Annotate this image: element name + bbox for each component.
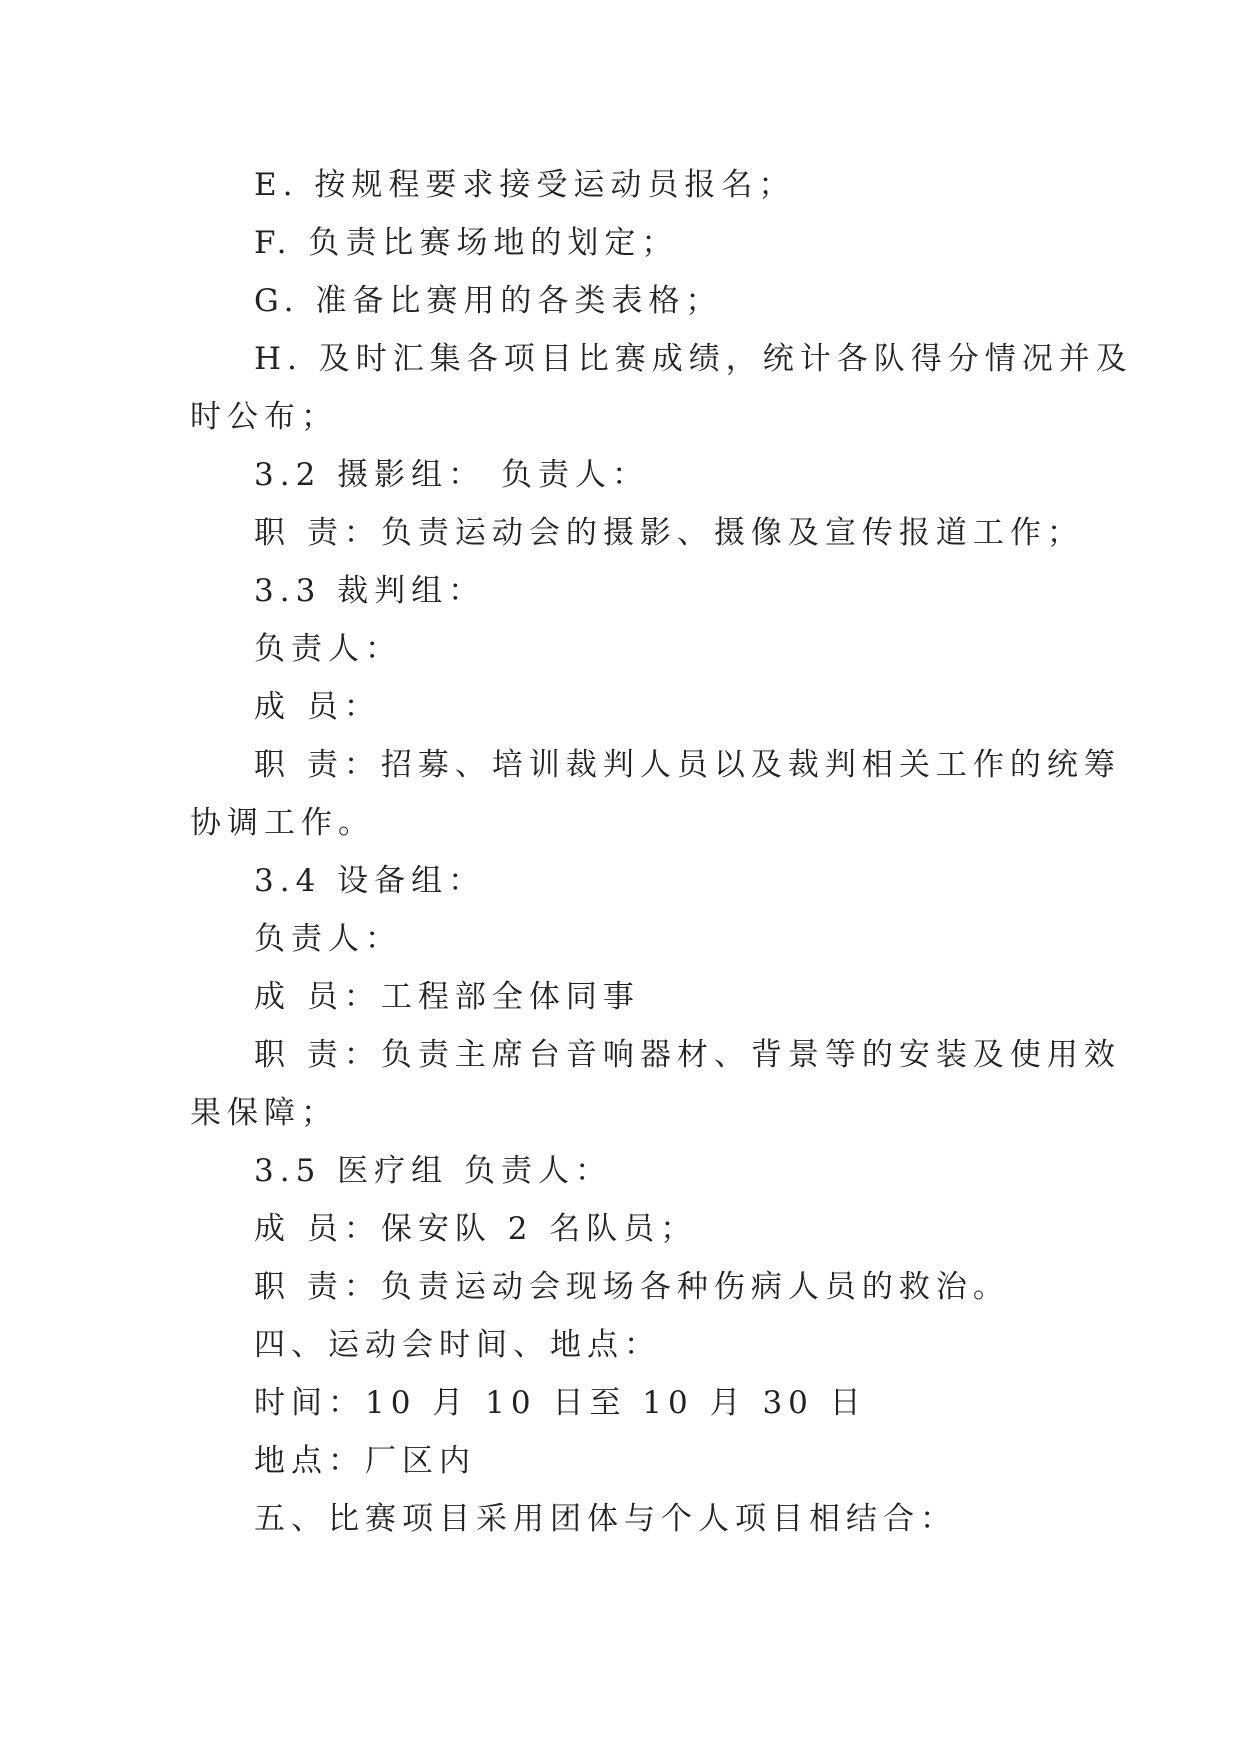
item-e: E. 按规程要求接受运动员报名； [254, 167, 796, 203]
referee-leader: 负责人： [254, 631, 402, 667]
item-f: F. 负责比赛场地的划定； [254, 225, 679, 261]
section-3-3-referee: 3.3 裁判组： [254, 573, 486, 609]
section-3-4-equipment: 3.4 设备组： [254, 863, 486, 899]
event-time: 时间：10 月 10 日至 10 月 30 日 [254, 1385, 867, 1421]
event-place: 地点：厂区内 [254, 1443, 476, 1479]
referee-duty: 职 责：招募、培训裁判人员以及裁判相关工作的统筹 [254, 747, 1121, 783]
item-h-continued: 时公布； [190, 399, 338, 435]
section-5-events: 五、比赛项目采用团体与个人项目相结合： [254, 1501, 957, 1537]
referee-members: 成 员： [254, 689, 381, 725]
section-3-5-medical: 3.5 医疗组 负责人： [254, 1153, 613, 1189]
photography-duty: 职 责：负责运动会的摄影、摄像及宣传报道工作； [254, 515, 1084, 551]
section-3-2-photography: 3.2 摄影组： 负责人： [254, 457, 650, 493]
medical-members: 成 员：保安队 2 名队员； [254, 1211, 698, 1247]
equipment-members: 成 员：工程部全体同事 [254, 979, 640, 1015]
section-4-time-place: 四、运动会时间、地点： [254, 1327, 661, 1363]
equipment-leader: 负责人： [254, 921, 402, 957]
item-h: H. 及时汇集各项目比赛成绩，统计各队得分情况并及 [254, 341, 1133, 377]
equipment-duty: 职 责：负责主席台音响器材、背景等的安装及使用效 [254, 1037, 1121, 1073]
medical-duty: 职 责：负责运动会现场各种伤病人员的救治。 [254, 1269, 1010, 1305]
referee-duty-continued: 协调工作。 [190, 805, 375, 841]
item-g: G. 准备比赛用的各类表格； [254, 283, 723, 319]
equipment-duty-continued: 果保障； [190, 1095, 338, 1131]
